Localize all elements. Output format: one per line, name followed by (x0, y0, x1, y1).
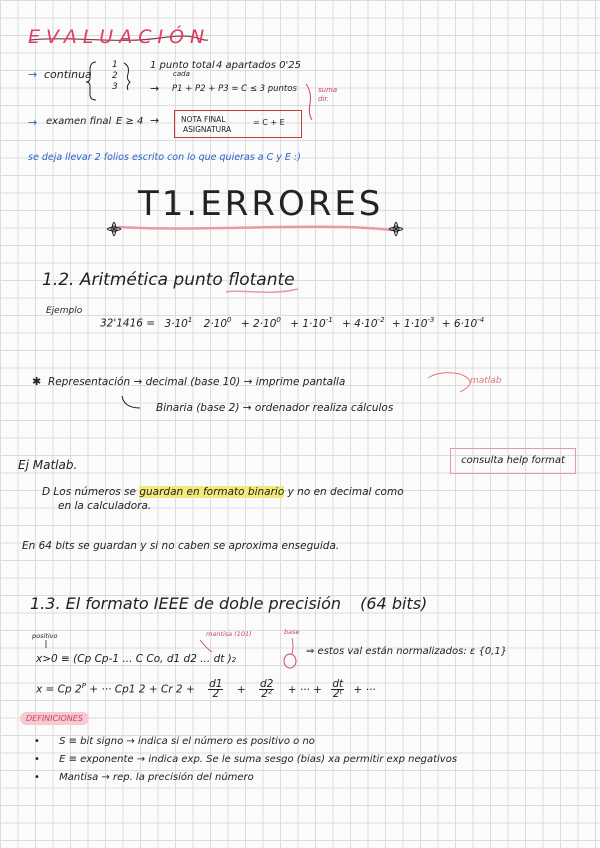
example-label: Ejemplo (46, 306, 83, 316)
matlab-note: matlab (470, 376, 502, 386)
binaria-line: Binaria (base 2) → ordenador realiza cálculos (156, 402, 394, 414)
definition-item-mantisa: • Mantisa → rep. la precisión del número (34, 772, 254, 783)
continua-items: 1 2 3 (112, 60, 118, 92)
highlight-binario: guardan en formato binario (139, 486, 285, 498)
normalizados-note: ⇒ estos val están normalizados: ε {0,1} (306, 646, 508, 657)
mantisa-note: mantisa (101) (206, 630, 252, 638)
matlab-line-2: en la calculadora. (58, 500, 152, 512)
continua-sum: P1 + P2 + P3 = C ≤ 3 puntos (172, 84, 297, 94)
continua-note-main: 1 punto total (150, 60, 215, 71)
example-expression: $32'1416 = 3\cdot 10^1$ $2\cdot 10^0 + 2\cdot 10^0 + 1\cdot 10^{-1} + 4\cdot 10^{-2} + 1\cdot 10^{-3} + 6\cdot 10^{-4}$ (100, 316, 485, 330)
help-format-box: consulta help format (450, 448, 576, 474)
section-1-3-heading: 1.3. El formato IEEE de doble precisión (64 bits) (30, 594, 428, 613)
nota-final-box: NOTA FINAL ASIGNATURA = C + E (174, 110, 302, 138)
base-note: base (284, 628, 300, 636)
continua-label: continua (44, 68, 92, 81)
section-1-2-heading: 1.2. Aritmética punto flotante (42, 270, 295, 290)
continua-note-sub: cada (173, 70, 190, 78)
page-title: EVALUACIÓN (28, 26, 211, 48)
ieee-line-1: x>0 ≡ (Cp Cp-1 ... C Co, d1 d2 ... dt )2 (36, 653, 237, 665)
matlab-heading: Ej Matlab. (18, 458, 78, 472)
representacion-line: Representación → decimal (base 10) → imprime pantalla (48, 376, 346, 388)
star-icon: ✱ (32, 375, 42, 388)
arrow-icon: → (150, 114, 160, 127)
ieee-line-2: x = Cp $2^P$ + ··· Cp1 2 + Cr 2 + $\frac{d1}{2}$ + $\frac{d2}{\text{2²}}$ + ··· + $\frac{dt}{\text{2ᵗ}}$ + ··· (36, 678, 376, 700)
arrow-icon: → (28, 116, 38, 129)
matlab-line-1: D Los números se guardan en formato binario y no en decimal como (42, 486, 404, 498)
note-folios: se deja llevar 2 folios escrito con lo que quieras a C y E :) (28, 152, 301, 163)
definition-item-s: • S ≡ bit signo → indica si el número es positivo o no (34, 736, 315, 747)
flower-icon-left (107, 222, 121, 236)
arrow-icon: → (28, 68, 38, 81)
definiciones-tag: DEFINICIONES (20, 712, 89, 725)
positivo-note: positivo (32, 632, 58, 640)
final-label: examen final (46, 116, 112, 127)
matlab-line-3: En 64 bits se guardan y si no caben se aproxima enseguida. (22, 540, 340, 552)
topic-title: T1.ERRORES (138, 184, 384, 224)
arrow-icon: → (150, 82, 160, 95)
definition-item-e: • E ≡ exponente → indica exp. Se le suma sesgo (bias) xa permitir exp negativos (34, 754, 458, 765)
continua-note-rest: 4 apartados 0'25 (216, 60, 301, 71)
final-eq: E ≥ 4 (116, 116, 144, 127)
side-note: suma dir. (318, 86, 338, 103)
